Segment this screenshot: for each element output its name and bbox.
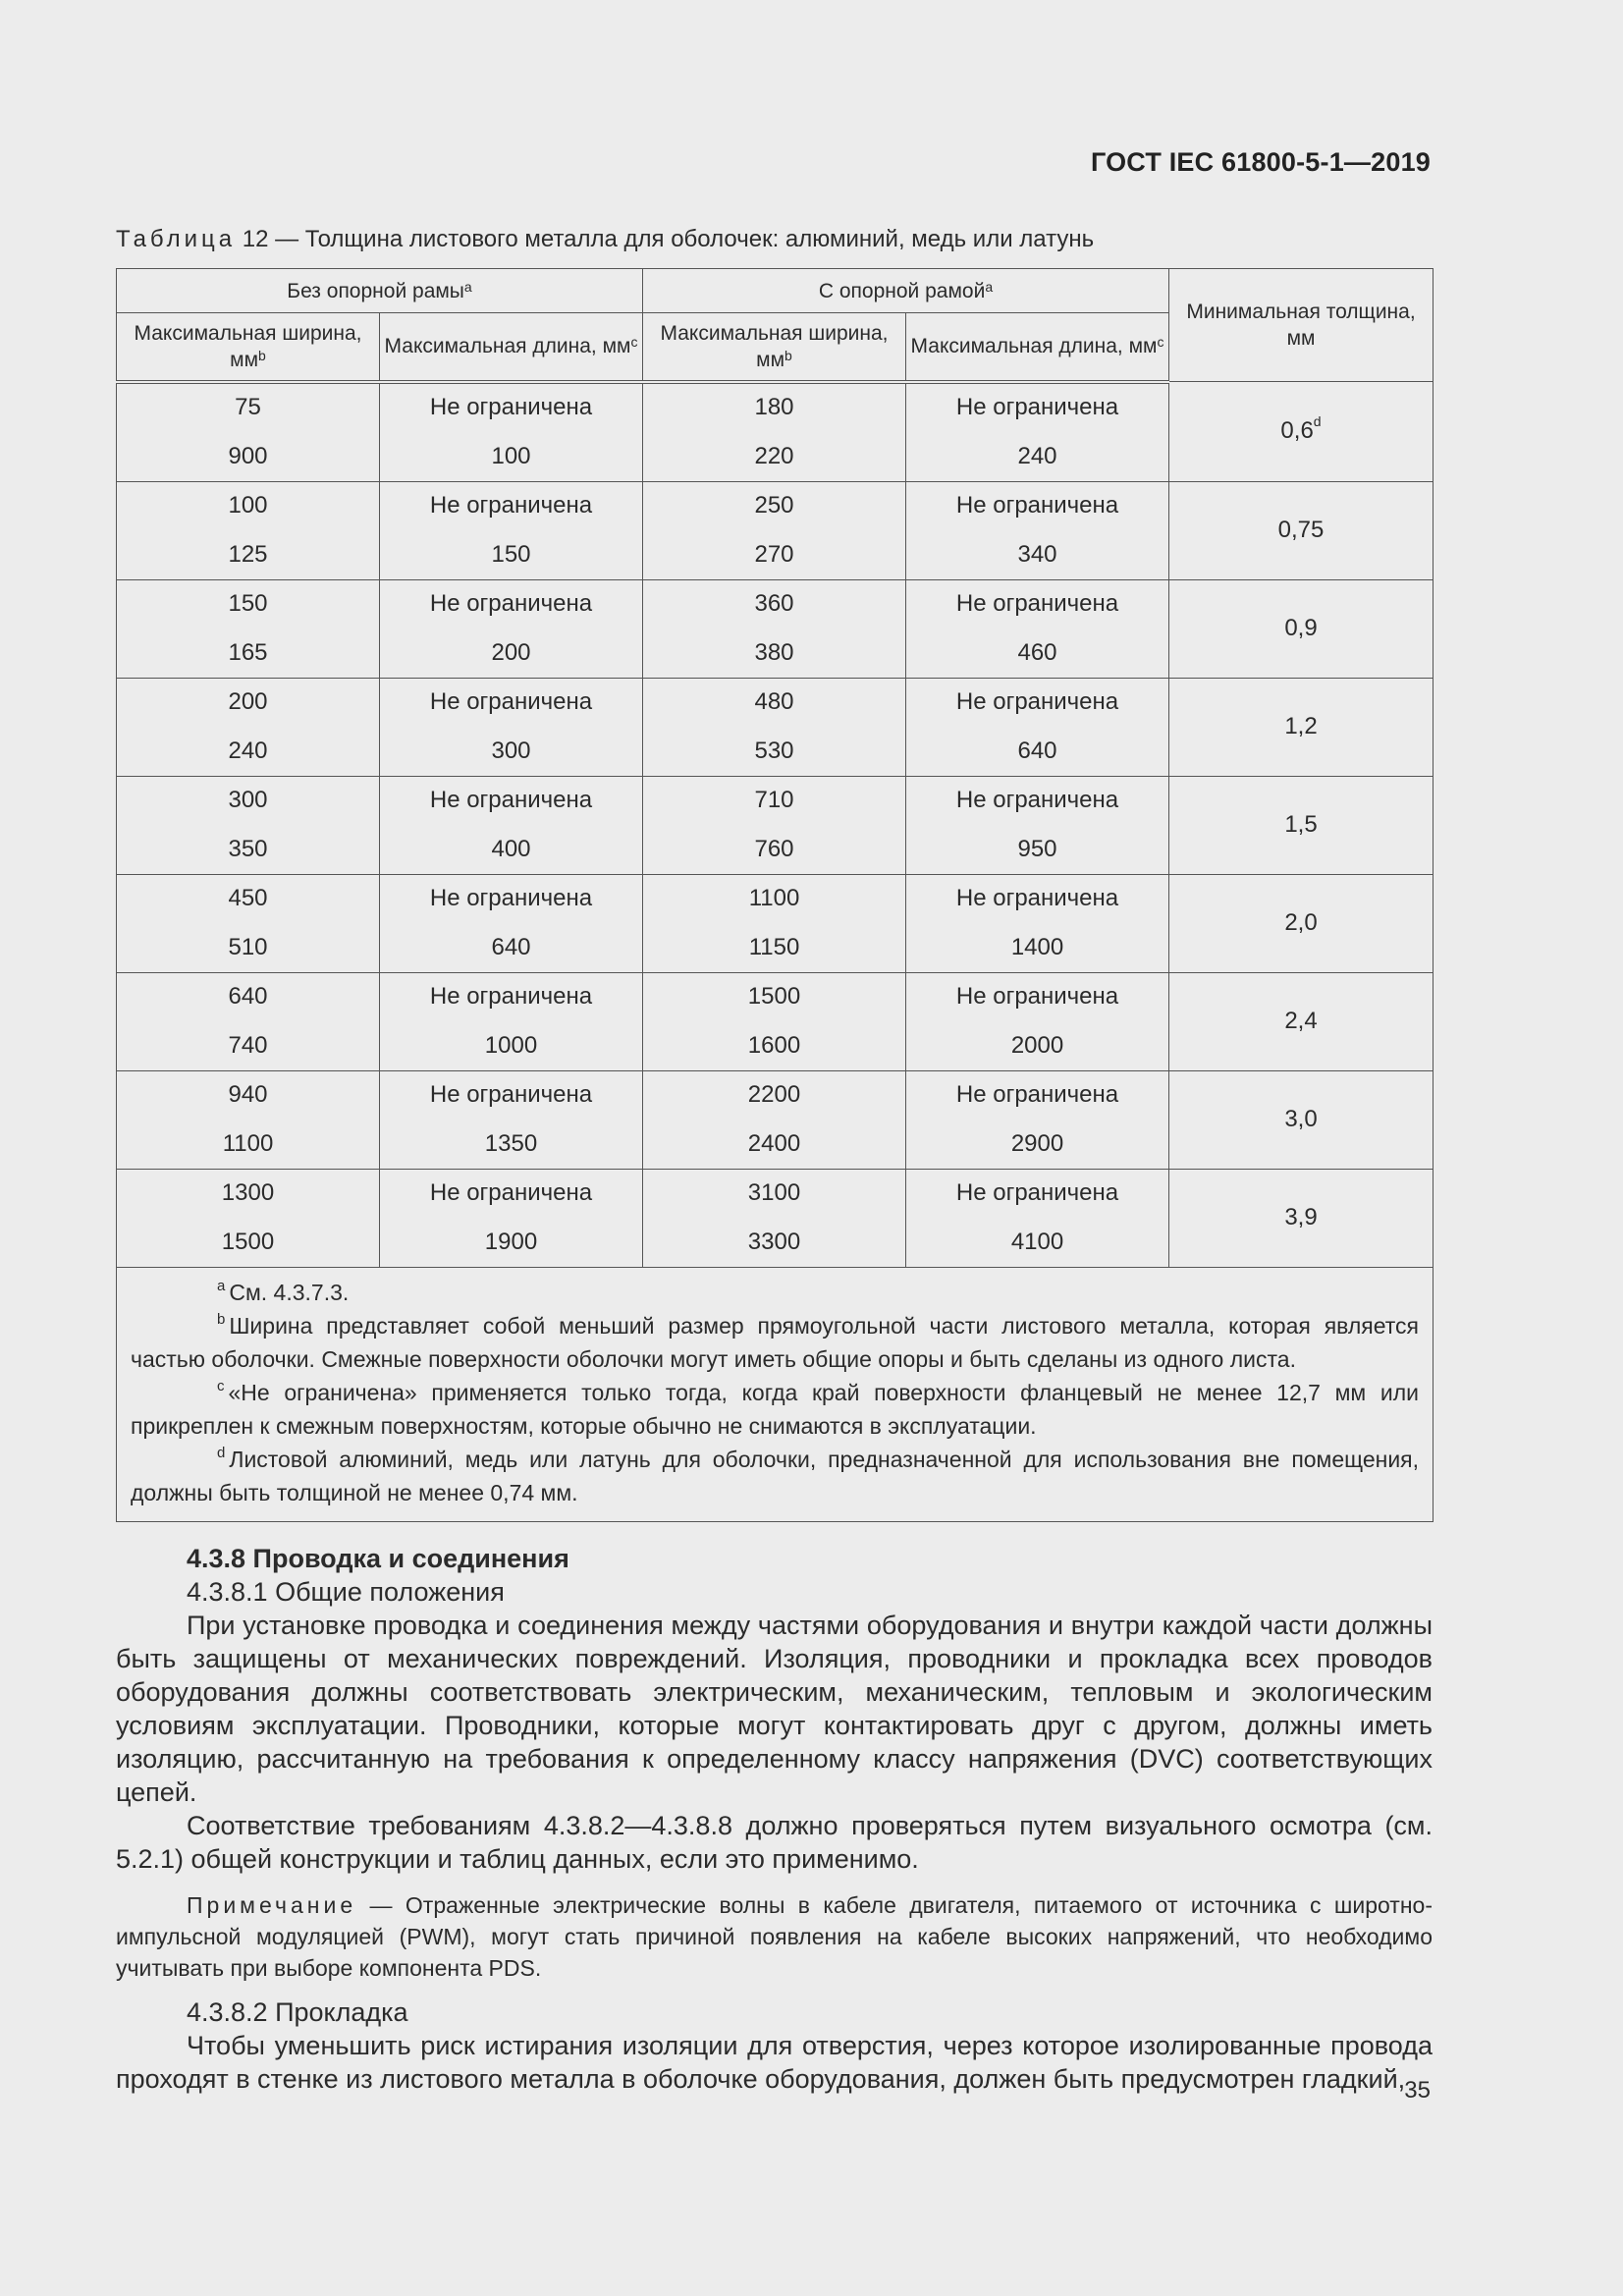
header-max-length: Максимальная длина, $мм^c$	[380, 313, 643, 382]
thickness-cell	[1169, 1169, 1434, 1267]
table-cell	[643, 1169, 906, 1267]
thickness-cell	[1169, 1070, 1434, 1169]
table-caption-text: 12 — Толщина листового металла для оболочек: алюминий, медь или латунь	[236, 226, 1095, 252]
cell-value: 3300	[747, 1228, 801, 1255]
table-caption	[116, 226, 1094, 253]
thickness-value: 0,6	[1280, 417, 1314, 445]
cell-value: 165	[228, 638, 268, 666]
thickness-value: 3,9	[1284, 1204, 1318, 1230]
thickness-value: 2,4	[1284, 1008, 1318, 1034]
thickness-cell	[1169, 481, 1434, 579]
header-min-thickness: Минимальная толщина, мм	[1169, 269, 1434, 382]
table-row	[117, 1169, 1434, 1267]
cell-value: 200	[491, 638, 531, 666]
table-cell	[906, 1070, 1169, 1169]
table-cell	[643, 481, 906, 579]
table-cell	[906, 972, 1169, 1070]
cell-value: 640	[491, 933, 531, 960]
thickness-value: 1,2	[1284, 713, 1318, 739]
cell-value: 940	[228, 1081, 268, 1109]
header-max-width: Максимальная ширина, $мм^b$	[117, 313, 380, 382]
table-cell	[643, 972, 906, 1070]
cell-value: Не ограничена	[429, 590, 593, 618]
table-cell	[380, 1169, 643, 1267]
table-cell	[643, 579, 906, 678]
page-number: 35	[1404, 2077, 1431, 2104]
cell-value: 100	[228, 492, 268, 519]
table-cell	[643, 678, 906, 776]
cell-value: 1500	[747, 983, 801, 1011]
table-cell	[117, 678, 380, 776]
thickness-cell	[1169, 874, 1434, 972]
thickness-value: 3,0	[1284, 1106, 1318, 1132]
cell-value: Не ограничена	[955, 983, 1119, 1011]
cell-value: Не ограничена	[429, 1179, 593, 1207]
table-cell	[380, 382, 643, 482]
paragraph: Чтобы уменьшить риск истирания изоляции для отверстия, через которое изолированные провода проходят в стенке из листового металла в оболочке оборудования, должен быть предусмотрен гладкий,	[116, 2031, 1433, 2094]
cell-value: 640	[1017, 737, 1057, 764]
table-cell	[643, 776, 906, 874]
cell-value: 125	[228, 540, 268, 568]
thickness-cell	[1169, 972, 1434, 1070]
table-cell	[380, 1070, 643, 1169]
cell-value: Не ограничена	[429, 688, 593, 716]
thickness-cell	[1169, 382, 1434, 482]
cell-value: 1350	[484, 1129, 538, 1157]
cell-value: 300	[491, 737, 531, 764]
cell-value: 1300	[221, 1179, 275, 1207]
cell-value: 150	[491, 540, 531, 568]
table-cell	[117, 1070, 380, 1169]
cell-value: 1500	[221, 1228, 275, 1255]
thickness-value: 0,75	[1277, 517, 1325, 543]
remark	[116, 1889, 1433, 1984]
table-note: $^b$ Ширина представляет собой меньший размер прямоугольной части листового металла, которая является частью оболочки. Смежные поверхности оболочки могут иметь общие опоры и быть сделаны из одного листа.	[131, 1310, 1420, 1372]
table-cell	[380, 874, 643, 972]
thickness-table	[116, 268, 1434, 1522]
table-cell	[117, 1169, 380, 1267]
table-notes	[117, 1267, 1434, 1521]
section-heading-4-3-8: 4.3.8 Проводка и соединения	[187, 1544, 569, 1573]
header-group-without-frame: Без опорной рамы$^a$	[117, 269, 643, 313]
paragraph: При установке проводка и соединения между частями оборудования и внутри каждой части должны быть защищены от механических повреждений. Изоляция, проводники и прокладка всех проводов оборудования должны соответствовать электрическим, механическим, тепловым и экологическим условиям эксплуатации. Проводники, которые могут контактировать друг с другом, должны иметь изоляцию, рассчитанную на требования к определенному классу напряжения (DVC) соответствующих цепей.	[116, 1611, 1433, 1807]
table-cell	[117, 481, 380, 579]
table-cell	[380, 579, 643, 678]
cell-value: 270	[754, 540, 794, 568]
header-group-with-frame: С опорной рамой$^a$	[643, 269, 1169, 313]
table-cell	[643, 874, 906, 972]
cell-value: Не ограничена	[429, 394, 593, 421]
table-row	[117, 776, 1434, 874]
cell-value: 360	[754, 590, 794, 618]
thickness-cell	[1169, 678, 1434, 776]
table-cell	[906, 579, 1169, 678]
paragraph: Соответствие требованиям 4.3.8.2—4.3.8.8 должно проверяться путем визуального осмотра (см. 5.2.1) общей конструкции и таблиц данных, если это применимо.	[116, 1811, 1433, 1874]
cell-value: 1400	[1010, 933, 1064, 960]
cell-value: 240	[228, 737, 268, 764]
table-row	[117, 972, 1434, 1070]
cell-value: 1600	[747, 1031, 801, 1059]
table-cell	[380, 776, 643, 874]
cell-value: Не ограничена	[429, 492, 593, 519]
cell-value: Не ограничена	[429, 787, 593, 814]
cell-value: 380	[754, 638, 794, 666]
table-row	[117, 481, 1434, 579]
cell-value: 100	[491, 442, 531, 469]
cell-value: 1100	[222, 1129, 274, 1157]
thickness-cell	[1169, 776, 1434, 874]
table-cell	[906, 481, 1169, 579]
document-code: ГОСТ IEC 61800-5-1—2019	[1090, 147, 1431, 177]
table-cell	[906, 382, 1169, 482]
thickness-value: 1,5	[1284, 811, 1318, 838]
cell-value: Не ограничена	[955, 1081, 1119, 1109]
table-cell	[117, 972, 380, 1070]
thickness-value: 2,0	[1284, 909, 1318, 936]
cell-value: 450	[228, 885, 268, 912]
cell-value: Не ограничена	[955, 787, 1119, 814]
cell-value: 480	[754, 688, 794, 716]
cell-value: 1000	[484, 1031, 538, 1059]
table-note: $^a$ См. 4.3.7.3.	[217, 1277, 350, 1305]
header-max-length: Максимальная длина, $мм^c$	[906, 313, 1169, 382]
remark-text: — Отраженные электрические волны в кабеле двигателя, питаемого от источника с широтно-импульсной модуляцией (PWM), могут стать причиной появления на кабеле высоких напряжений, что необходимо учитывать при выборе компонента PDS.	[116, 1892, 1433, 1981]
table-row	[117, 1070, 1434, 1169]
table-row	[117, 874, 1434, 972]
cell-value: Не ограничена	[429, 983, 593, 1011]
cell-value: Не ограничена	[955, 394, 1119, 421]
cell-value: 2900	[1010, 1129, 1064, 1157]
table-cell	[117, 776, 380, 874]
cell-value: 250	[754, 492, 794, 519]
table-cell	[906, 776, 1169, 874]
cell-value: 240	[1017, 442, 1057, 469]
cell-value: 300	[228, 787, 268, 814]
table-row	[117, 579, 1434, 678]
table-cell	[380, 481, 643, 579]
table-cell	[643, 1070, 906, 1169]
table-cell	[380, 678, 643, 776]
cell-value: 2400	[747, 1129, 801, 1157]
cell-value: 400	[491, 835, 531, 862]
table-row	[117, 382, 1434, 482]
table-cell	[906, 678, 1169, 776]
table-cell	[117, 579, 380, 678]
cell-value: 350	[228, 835, 268, 862]
cell-value: 1900	[484, 1228, 538, 1255]
thickness-cell	[1169, 579, 1434, 678]
cell-value: 340	[1017, 540, 1057, 568]
cell-value: 950	[1017, 835, 1057, 862]
cell-value: 3100	[747, 1179, 801, 1207]
cell-value: Не ограничена	[955, 492, 1119, 519]
cell-value: Не ограничена	[429, 1081, 593, 1109]
cell-value: 150	[228, 590, 268, 618]
cell-value: 900	[228, 442, 268, 469]
table-note: $^d$ Листовой алюминий, медь или латунь для оболочки, предназначенной для использования вне помещения, должны быть толщиной не менее 0,74 мм.	[131, 1444, 1420, 1505]
cell-value: Не ограничена	[955, 1179, 1119, 1207]
subsection-heading-4-3-8-1: 4.3.8.1 Общие положения	[187, 1577, 505, 1607]
cell-value: 640	[228, 983, 268, 1011]
cell-value: Не ограничена	[429, 885, 593, 912]
cell-value: Не ограничена	[955, 688, 1119, 716]
header-max-width: Максимальная ширина, $мм^b$	[643, 313, 906, 382]
cell-value: 4100	[1010, 1228, 1064, 1255]
cell-value: 180	[754, 394, 794, 421]
table-note: $^c$ «Не ограничена» применяется только тогда, когда край поверхности фланцевый не менее 12,7 мм или прикреплен к смежным поверхностям, которые обычно не снимаются в эксплуатации.	[131, 1377, 1420, 1439]
cell-value: 220	[754, 442, 794, 469]
cell-value: 710	[754, 787, 794, 814]
table-cell	[643, 382, 906, 482]
cell-value: 2000	[1010, 1031, 1064, 1059]
table-cell	[906, 874, 1169, 972]
cell-value: 740	[228, 1031, 268, 1059]
table-cell	[117, 382, 380, 482]
cell-value: 75	[235, 394, 261, 421]
thickness-value: 0,9	[1284, 615, 1318, 641]
cell-value: 530	[754, 737, 794, 764]
cell-value: 460	[1017, 638, 1057, 666]
cell-value: Не ограничена	[955, 590, 1119, 618]
cell-value: 1150	[748, 933, 800, 960]
cell-value: 1100	[748, 885, 800, 912]
table-cell	[380, 972, 643, 1070]
cell-value: 2200	[747, 1081, 801, 1109]
cell-value: 760	[754, 835, 794, 862]
subsection-heading-4-3-8-2: 4.3.8.2 Прокладка	[187, 1997, 408, 2027]
cell-value: 200	[228, 688, 268, 716]
cell-value: 510	[228, 933, 268, 960]
remark-label: Примечание	[187, 1892, 357, 1918]
table-cell	[117, 874, 380, 972]
cell-value: Не ограничена	[955, 885, 1119, 912]
body-text	[116, 1542, 1433, 2096]
table-cell	[906, 1169, 1169, 1267]
table-row	[117, 678, 1434, 776]
footnote-mark: d	[1313, 413, 1322, 430]
table-caption-label: Таблица	[116, 226, 237, 252]
